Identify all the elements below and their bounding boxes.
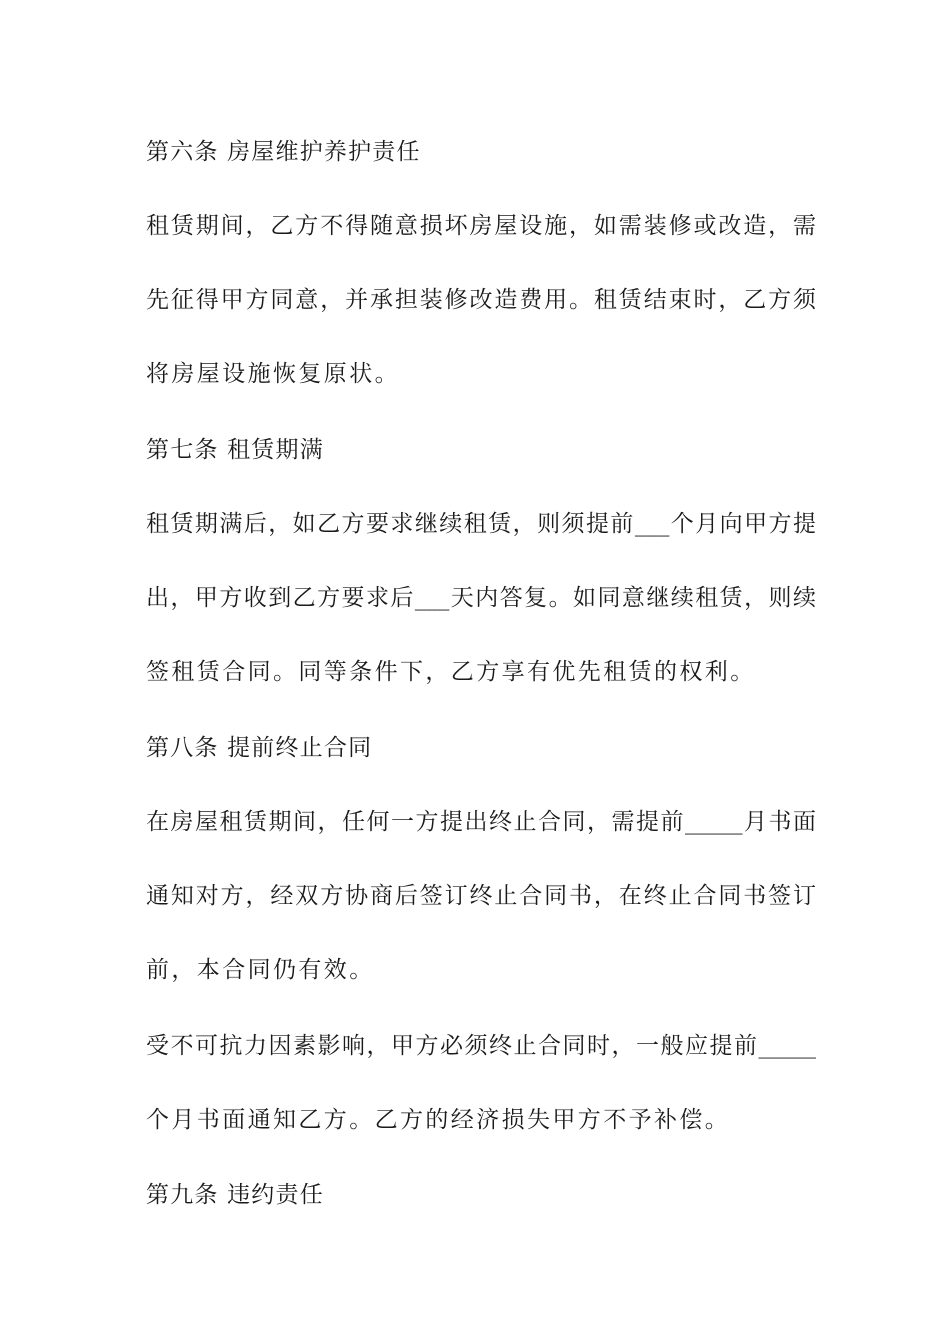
article-8-paragraph-line-1: 在房屋租赁期间，任何一方提出终止合同，需提前_____月书面 — [146, 809, 816, 835]
article-8-heading: 第八条 提前终止合同 — [146, 735, 373, 761]
article-9-heading: 第九条 违约责任 — [146, 1182, 324, 1208]
article-8-paragraph2-line-1: 受不可抗力因素影响，甲方必须终止合同时，一般应提前_____ — [146, 1033, 816, 1059]
article-7-paragraph-line-1: 租赁期满后，如乙方要求继续租赁，则须提前___个月向甲方提 — [146, 511, 816, 537]
article-6-paragraph-line-1: 租赁期间，乙方不得随意损坏房屋设施，如需装修或改造，需 — [146, 213, 816, 239]
article-8-paragraph-line-2: 通知对方，经双方协商后签订终止合同书，在终止合同书签订 — [146, 883, 816, 909]
article-8-paragraph-line-3: 前，本合同仍有效。 — [146, 957, 375, 983]
article-6-paragraph-line-2: 先征得甲方同意，并承担装修改造费用。租赁结束时，乙方须 — [146, 287, 816, 313]
article-7-paragraph-line-3: 签租赁合同。同等条件下，乙方享有优先租赁的权利。 — [146, 659, 756, 685]
article-6-heading: 第六条 房屋维护养护责任 — [146, 139, 421, 165]
article-7-paragraph-line-2: 出，甲方收到乙方要求后___天内答复。如同意继续租赁，则续 — [146, 585, 816, 611]
article-8-paragraph2-line-2: 个月书面通知乙方。乙方的经济损失甲方不予补偿。 — [146, 1107, 731, 1133]
article-7-heading: 第七条 租赁期满 — [146, 437, 324, 463]
article-6-paragraph-line-3: 将房屋设施恢复原状。 — [146, 361, 400, 387]
